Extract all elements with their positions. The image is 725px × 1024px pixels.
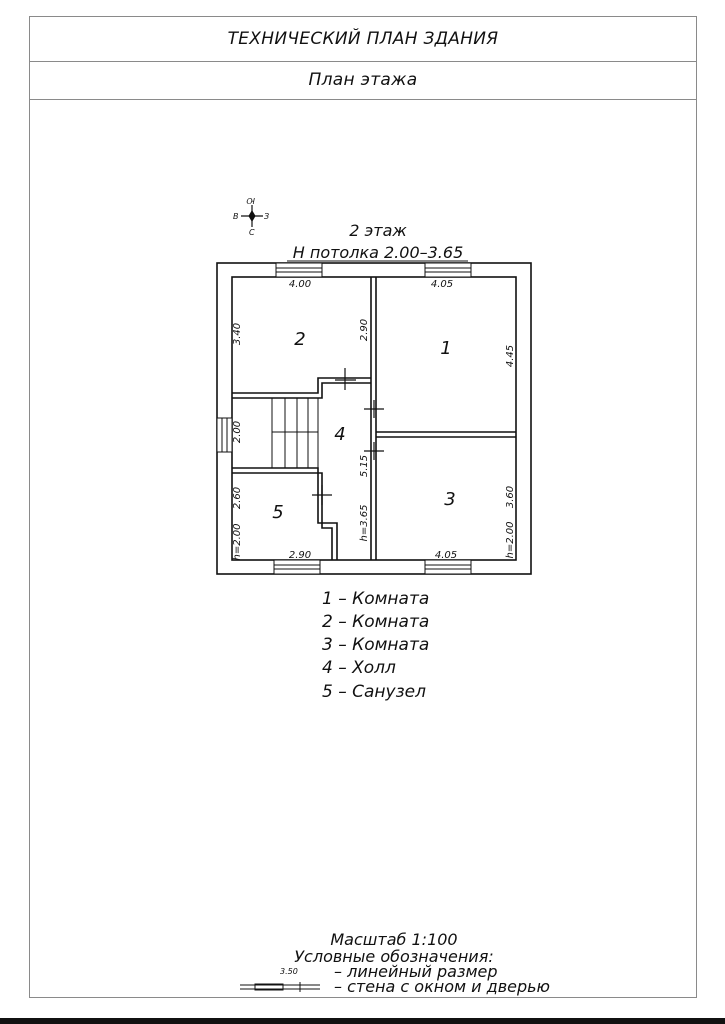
compass-icon	[233, 196, 269, 237]
compass-north-label: Ю	[246, 196, 255, 205]
dim-room1-right: 4.45	[505, 344, 516, 368]
dim-room2-right: 2.90	[359, 318, 370, 342]
dim-room2-left: 3.40	[232, 322, 243, 346]
legend-item: 1 – Комната	[322, 589, 430, 609]
windows	[217, 263, 471, 574]
sample-dimension: 3.50	[280, 967, 298, 976]
room-number-3: 3	[444, 489, 456, 510]
conventions-title: Условные обозначения:	[294, 947, 494, 966]
dim-room5-height: h=2.00	[232, 523, 243, 561]
walls	[217, 263, 531, 574]
compass-east-label: З	[264, 212, 270, 221]
room-number-2: 2	[294, 329, 306, 350]
legend-item: 4 – Холл	[322, 658, 396, 678]
wall-legend-text: – стена с окном и дверью	[334, 977, 551, 996]
footer-notes	[240, 930, 550, 996]
scale-label: Масштаб 1:100	[330, 930, 458, 949]
dim-room2-top: 4.00	[288, 279, 312, 290]
legend-item: 2 – Комната	[322, 612, 430, 632]
dim-stair-left: 2.00	[232, 420, 243, 444]
dim-room1-top: 4.05	[430, 279, 454, 290]
room-number-1: 1	[440, 338, 452, 359]
document-subtitle: План этажа	[30, 61, 696, 100]
dim-room5-bottom: 2.90	[288, 550, 312, 561]
room-number-4: 4	[334, 424, 346, 445]
wall-symbol-icon	[240, 982, 320, 992]
legend-item: 3 – Комната	[322, 635, 430, 655]
dim-hall: 5.15	[359, 454, 370, 478]
bottom-edge	[0, 1018, 725, 1024]
room-number-5: 5	[272, 502, 284, 523]
dim-room3-bottom: 4.05	[434, 550, 458, 561]
compass-south-label: С	[249, 228, 255, 237]
floor-name: 2 этаж	[349, 221, 407, 240]
dim-room5-left: 2.60	[232, 486, 243, 510]
staircase	[272, 398, 318, 468]
legend-item: 5 – Санузел	[322, 682, 426, 702]
room-numbers	[272, 329, 455, 523]
dim-room3-height: h=2.00	[505, 521, 516, 559]
compass-west-label: В	[233, 212, 239, 221]
dimension-legend-text: – линейный размер	[334, 962, 498, 981]
ceiling-height: Н потолка 2.00–3.65	[292, 243, 464, 262]
dim-room3-right: 3.60	[505, 485, 516, 509]
document-title: ТЕХНИЧЕСКИЙ ПЛАН ЗДАНИЯ	[30, 17, 696, 62]
room-legend	[322, 589, 429, 702]
dim-hall-height: h=3.65	[359, 504, 370, 542]
